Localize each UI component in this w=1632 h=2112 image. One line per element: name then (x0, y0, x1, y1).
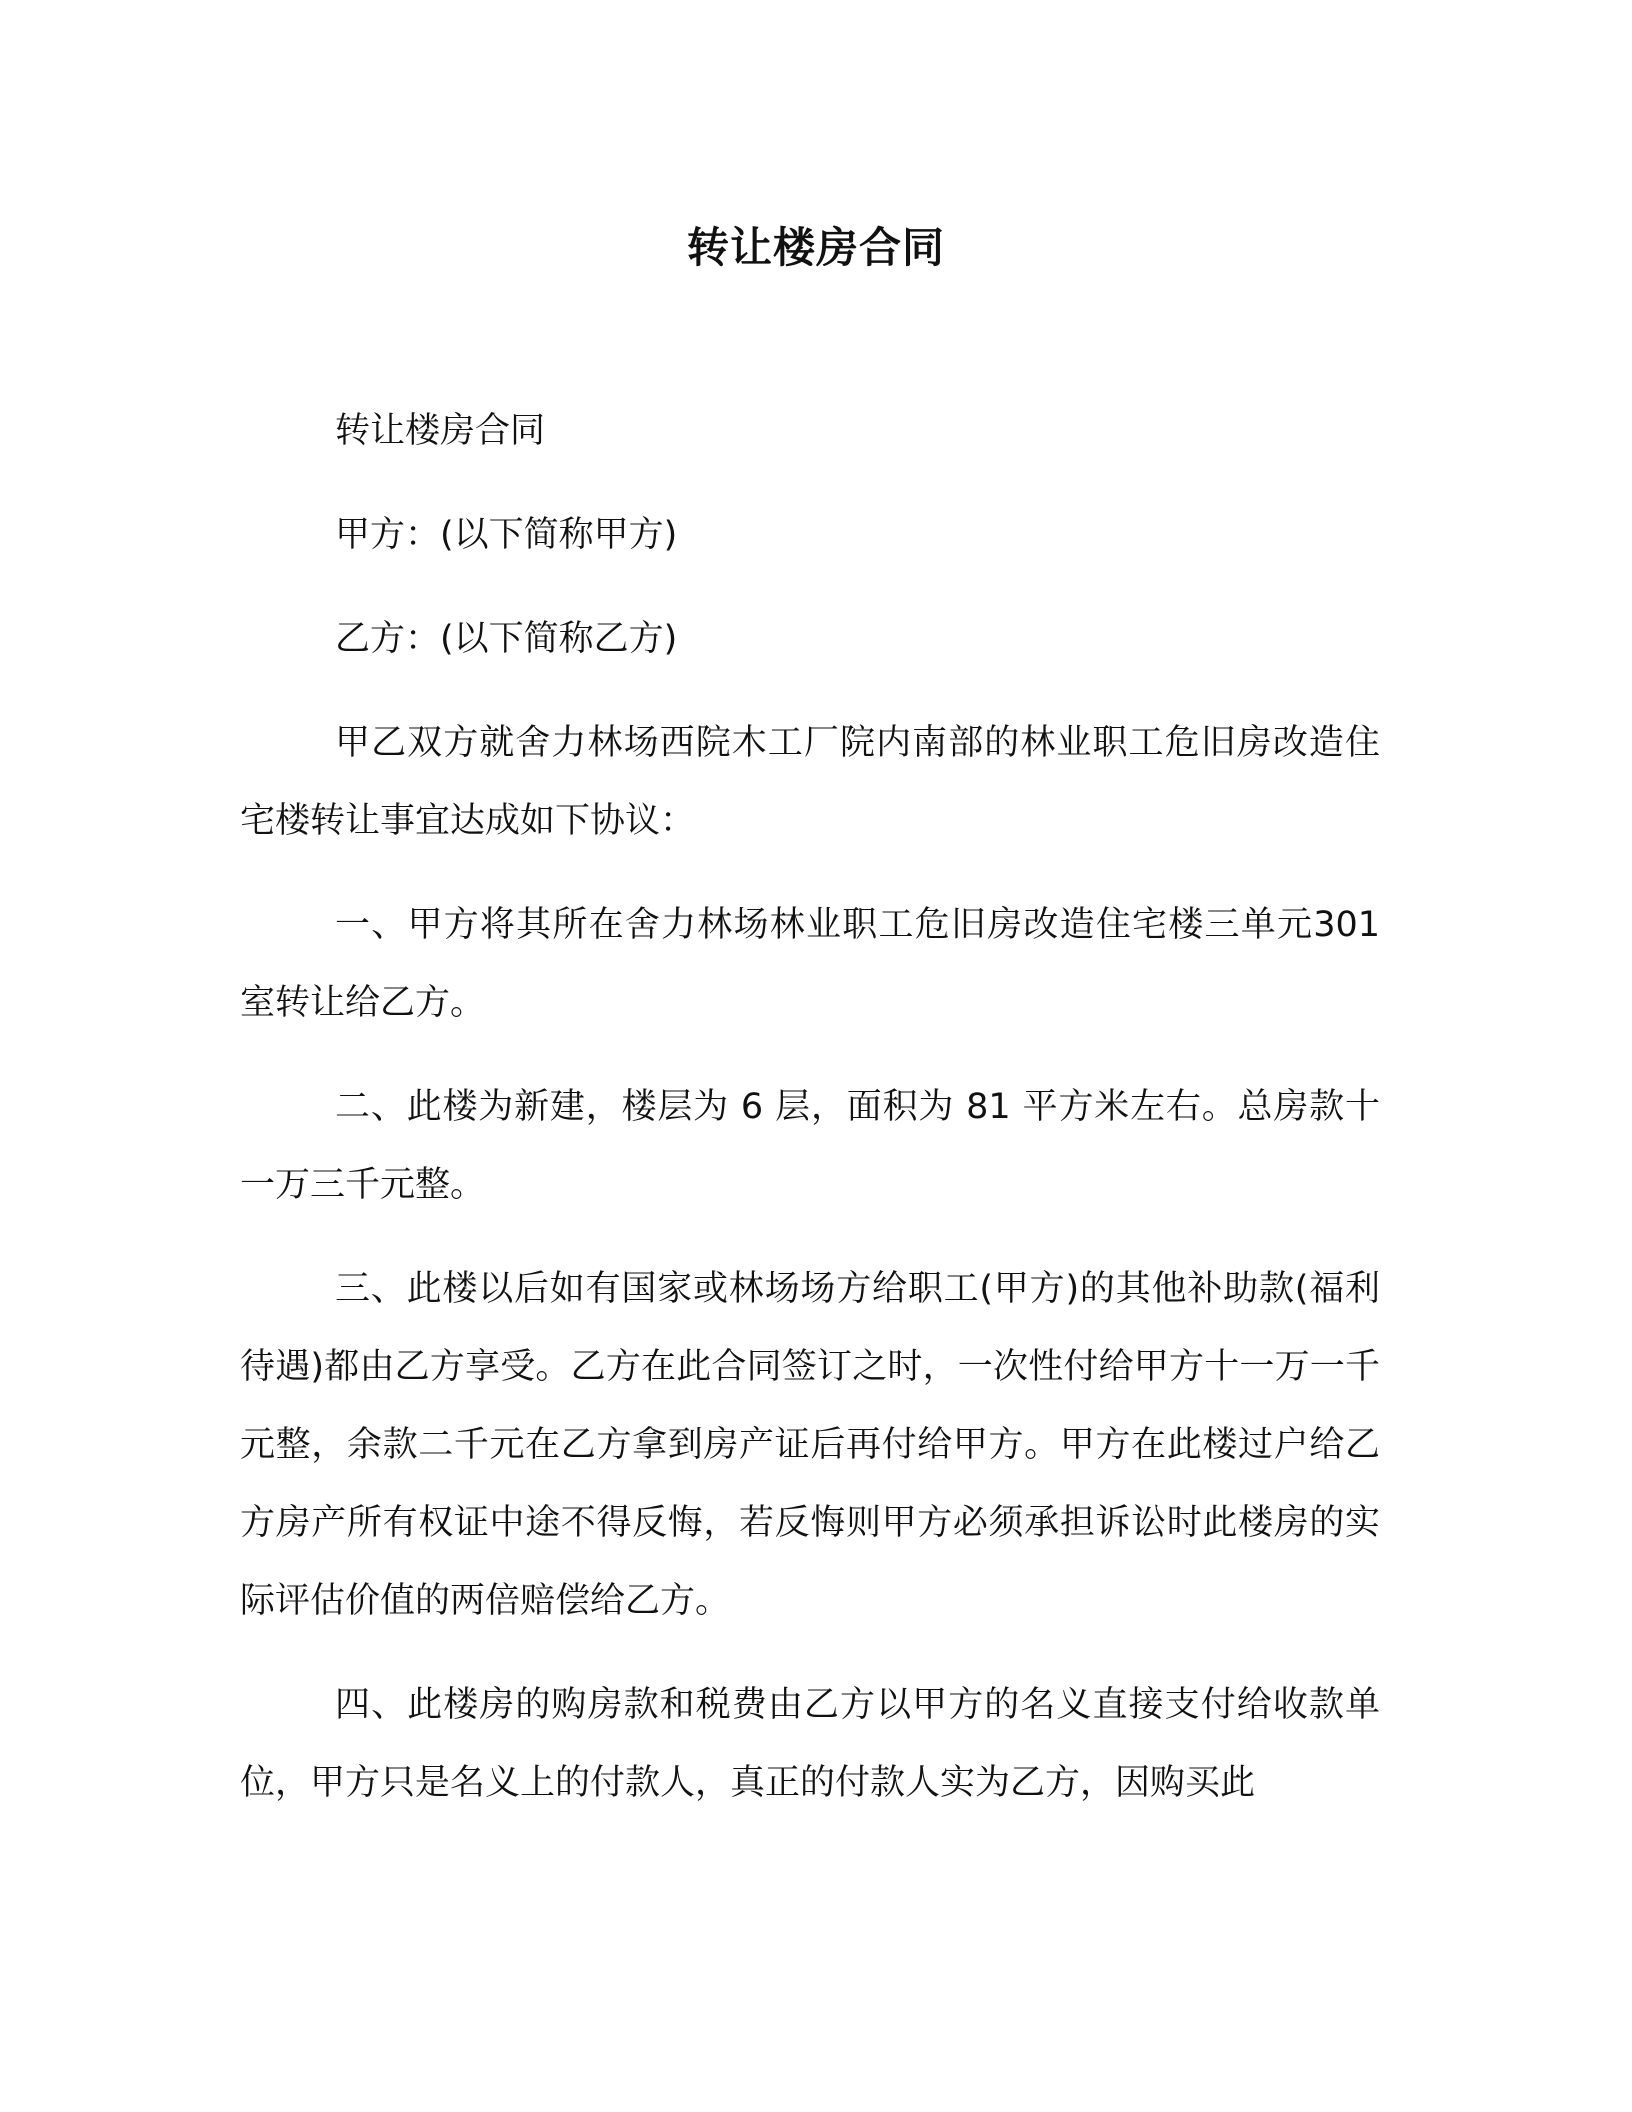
paragraph-clause-3: 三、此楼以后如有国家或林场场方给职工(甲方)的其他补助款(福利待遇)都由乙方享受。乙方在此合同签订之时，一次性付给甲方十一万一千元整，余款二千元在乙方拿到房产证后再付给甲方。甲方在此楼过户给乙方房产所有权证中途不得反悔，若反悔则甲方必须承担诉讼时此楼房的实际评估价值的两倍赔偿给乙方。 (240, 1269, 1380, 1621)
paragraph-party-a: 甲方：(以下简称甲方) (335, 515, 678, 555)
paragraph-subtitle: 转让楼房合同 (335, 411, 546, 451)
paragraph-clause-1: 一、甲方将其所在舍力林场林业职工危旧房改造住宅楼三单元301 室转让给乙方。 (240, 905, 1380, 1023)
document-body (240, 392, 1380, 1848)
paragraph-clause-2: 二、此楼为新建，楼层为 6 层，面积为 81 平方米左右。总房款十一万三千元整。 (240, 1087, 1380, 1205)
paragraph-clause-4: 四、此楼房的购房款和税费由乙方以甲方的名义直接支付给收款单位，甲方只是名义上的付款人，真正的付款人实为乙方，因购买此 (240, 1685, 1380, 1803)
paragraph-intro: 甲乙双方就舍力林场西院木工厂院内南部的林业职工危旧房改造住宅楼转让事宜达成如下协议： (240, 723, 1380, 841)
document-title: 转让楼房合同 (686, 223, 945, 272)
paragraph-party-b: 乙方：(以下简称乙方) (335, 619, 678, 659)
